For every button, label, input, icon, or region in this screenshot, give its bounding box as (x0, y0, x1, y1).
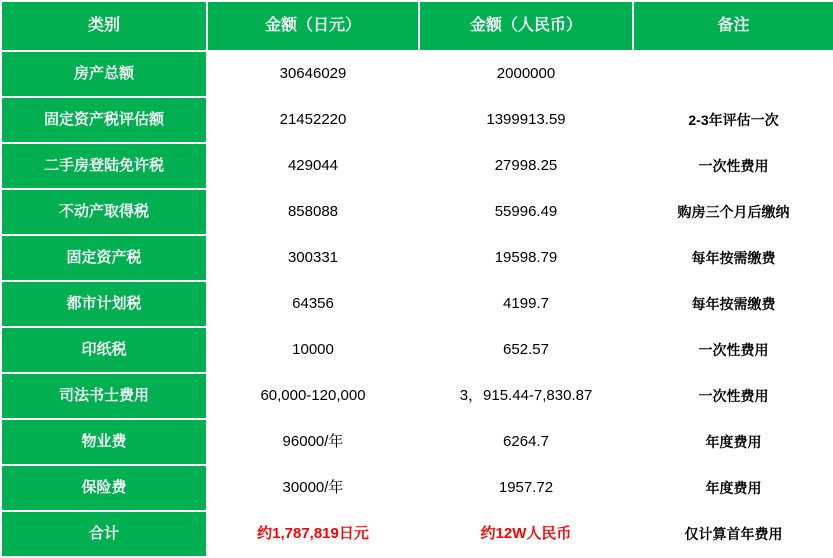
row-note: 一次性费用 (633, 373, 833, 419)
table-header-row (1, 1, 833, 51)
column-header-category: 类别 (1, 1, 207, 51)
row-amount-jpy: 10000 (207, 327, 419, 373)
row-label: 物业费 (1, 419, 207, 465)
row-amount-cny: 652.57 (419, 327, 633, 373)
row-amount-cny: 2000000 (419, 51, 633, 97)
row-label: 保险费 (1, 465, 207, 511)
row-amount-jpy: 21452220 (207, 97, 419, 143)
row-note: 仅计算首年费用 (633, 511, 833, 557)
row-amount-cny: 1399913.59 (419, 97, 633, 143)
table-body (1, 51, 833, 557)
row-amount-cny: 55996.49 (419, 189, 633, 235)
row-note: 2-3年评估一次 (633, 97, 833, 143)
table-row (1, 465, 833, 511)
table-row (1, 235, 833, 281)
row-amount-cny: 4199.7 (419, 281, 633, 327)
row-amount-cny: 1957.72 (419, 465, 633, 511)
row-note: 一次性费用 (633, 143, 833, 189)
table-row (1, 97, 833, 143)
table-row (1, 327, 833, 373)
row-amount-cny: 约12W人民币 (419, 511, 633, 557)
row-note: 年度费用 (633, 465, 833, 511)
table-row (1, 419, 833, 465)
table-row (1, 51, 833, 97)
row-label: 不动产取得税 (1, 189, 207, 235)
column-header-amount-cny: 金额（人民币） (419, 1, 633, 51)
row-amount-jpy: 429044 (207, 143, 419, 189)
column-header-note: 备注 (633, 1, 833, 51)
row-amount-cny: 19598.79 (419, 235, 633, 281)
table-row (1, 281, 833, 327)
row-label: 合计 (1, 511, 207, 557)
row-amount-jpy: 30646029 (207, 51, 419, 97)
table-row (1, 373, 833, 419)
row-note: 每年按需缴费 (633, 281, 833, 327)
row-amount-jpy: 96000/年 (207, 419, 419, 465)
table-row (1, 189, 833, 235)
row-amount-cny: 6264.7 (419, 419, 633, 465)
row-amount-jpy: 60,000-120,000 (207, 373, 419, 419)
row-label: 都市计划税 (1, 281, 207, 327)
row-note: 每年按需缴费 (633, 235, 833, 281)
row-amount-jpy: 300331 (207, 235, 419, 281)
column-header-amount-jpy: 金额（日元） (207, 1, 419, 51)
row-note: 一次性费用 (633, 327, 833, 373)
table-row-total (1, 511, 833, 557)
row-label: 印纸税 (1, 327, 207, 373)
row-label: 房产总额 (1, 51, 207, 97)
row-amount-cny: 3，915.44-7,830.87 (419, 373, 633, 419)
row-note: 购房三个月后缴纳 (633, 189, 833, 235)
row-label: 固定资产税 (1, 235, 207, 281)
row-label: 二手房登陆免许税 (1, 143, 207, 189)
table-header (1, 1, 833, 51)
row-amount-jpy: 858088 (207, 189, 419, 235)
row-note: 年度费用 (633, 419, 833, 465)
row-label: 固定资产税评估额 (1, 97, 207, 143)
row-amount-jpy: 30000/年 (207, 465, 419, 511)
row-label: 司法书士费用 (1, 373, 207, 419)
row-amount-jpy: 64356 (207, 281, 419, 327)
table-row (1, 143, 833, 189)
row-note (633, 51, 833, 97)
row-amount-jpy: 约1,787,819日元 (207, 511, 419, 557)
row-amount-cny: 27998.25 (419, 143, 633, 189)
